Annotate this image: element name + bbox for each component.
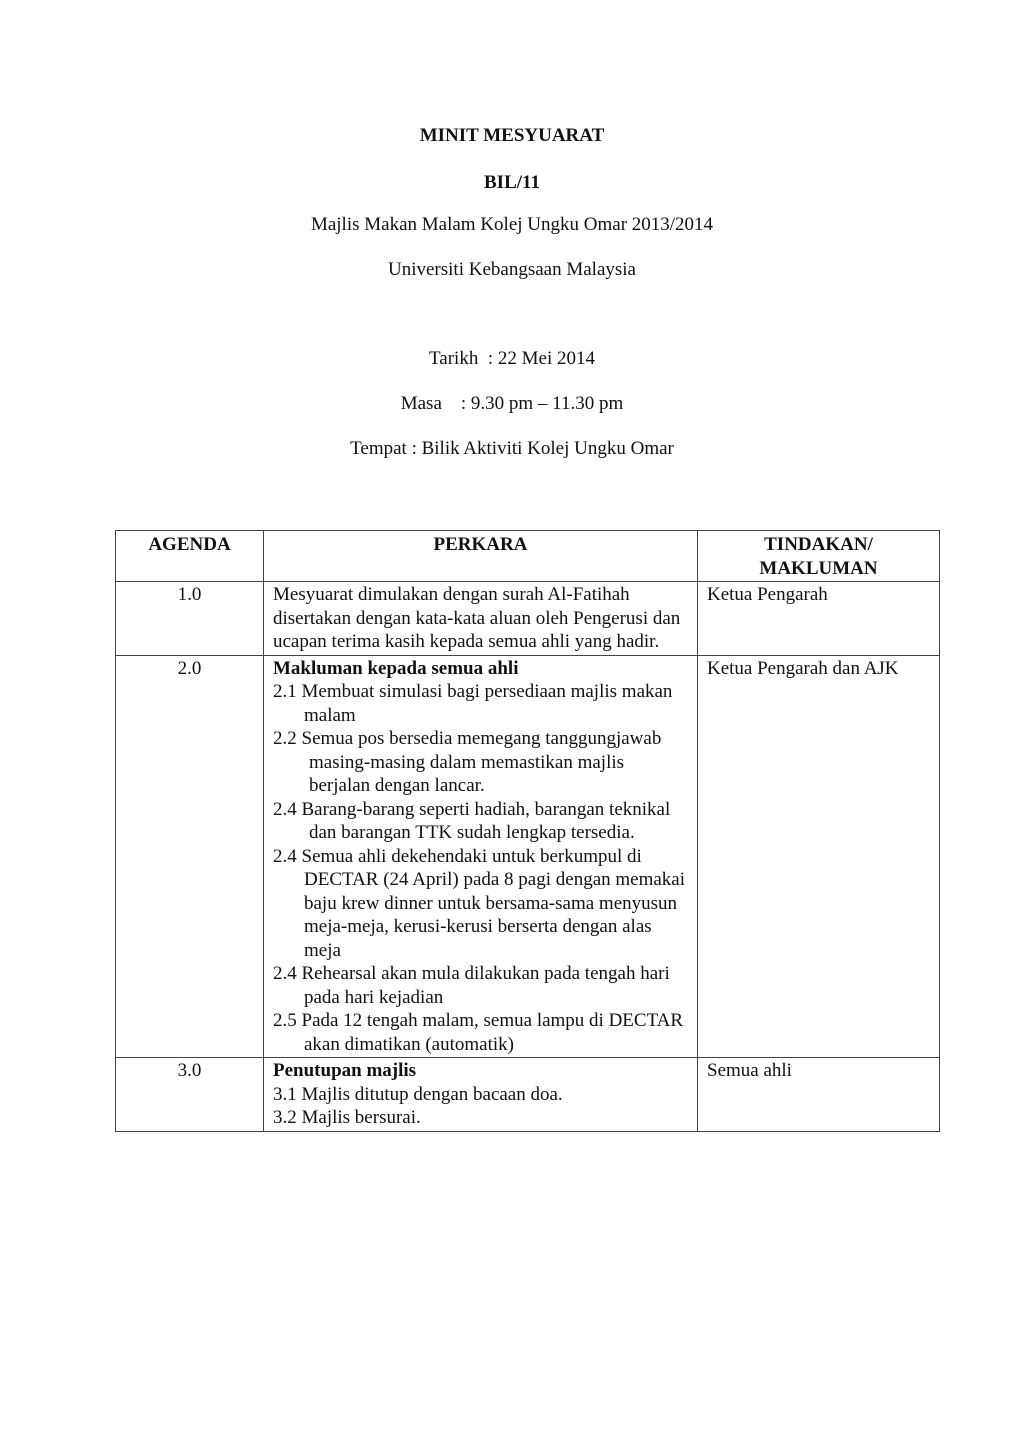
perkara-cell — [264, 655, 698, 1058]
perkara-heading: Makluman kepada semua ahli — [273, 657, 519, 679]
header-tindakan — [698, 531, 940, 582]
action-owner: Semua ahli — [698, 1058, 940, 1132]
table-row — [116, 1058, 940, 1132]
perkara-item: 3.2 Majlis bersurai. — [273, 1107, 421, 1128]
table-row — [116, 655, 940, 1058]
perkara-item: 2.5 Pada 12 tengah malam, semua lampu di DECTAR akan dimatikan (automatik) — [273, 1010, 684, 1055]
table-header-row — [116, 531, 940, 582]
meeting-date: Tarikh : 22 Mei 2014 — [429, 348, 595, 369]
perkara-text: Mesyuarat dimulakan dengan surah Al-Fatihah disertakan dengan kata-kata aluan oleh Pengerusi dan ucapan terima kasih kepada semua ahli yang hadir. — [264, 582, 698, 656]
event-name: Majlis Makan Malam Kolej Ungku Omar 2013/2014 — [310, 214, 714, 235]
header-perkara: PERKARA — [264, 531, 698, 582]
meeting-time: Masa : 9.30 pm – 11.30 pm — [400, 393, 624, 414]
header-tindakan-line1: TINDAKAN/ — [764, 534, 873, 555]
perkara-item: 3.1 Majlis ditutup dengan bacaan doa. — [273, 1083, 563, 1105]
document-title: MINIT MESYUARAT — [419, 125, 605, 146]
action-owner: Ketua Pengarah dan AJK — [698, 655, 940, 1058]
table-row — [116, 582, 940, 656]
perkara-item: 2.4 Rehearsal akan mula dilakukan pada tengah hari pada hari kejadian — [273, 963, 670, 1008]
perkara-cell — [264, 1058, 698, 1132]
perkara-item: 2.4 Barang-barang seperti hadiah, barangan teknikal dan barangan TTK sudah lengkap tersedia. — [273, 798, 671, 843]
university-name: Universiti Kebangsaan Malaysia — [388, 259, 636, 280]
header-agenda: AGENDA — [116, 531, 264, 582]
meeting-number: BIL/11 — [484, 172, 540, 193]
agenda-number: 2.0 — [116, 655, 264, 1058]
perkara-item: 2.4 Semua ahli dekehendaki untuk berkumpul di DECTAR (24 April) pada 8 pagi dengan memakai baju krew dinner untuk bersama-sama menyusun meja-meja, kerusi-kerusi berserta dengan alas meja — [273, 845, 686, 961]
perkara-item: 2.1 Membuat simulasi bagi persediaan majlis makan malam — [273, 681, 673, 726]
agenda-number: 3.0 — [116, 1058, 264, 1132]
perkara-item: 2.2 Semua pos bersedia memegang tanggungjawab masing-masing dalam memastikan majlis berjalan dengan lancar. — [273, 728, 662, 796]
minutes-table — [115, 530, 940, 1132]
action-owner: Ketua Pengarah — [698, 582, 940, 656]
meeting-place: Tempat : Bilik Aktiviti Kolej Ungku Omar — [350, 438, 674, 459]
agenda-number: 1.0 — [116, 582, 264, 656]
perkara-heading: Penutupan majlis — [273, 1060, 417, 1081]
header-tindakan-line2: MAKLUMAN — [759, 557, 878, 579]
